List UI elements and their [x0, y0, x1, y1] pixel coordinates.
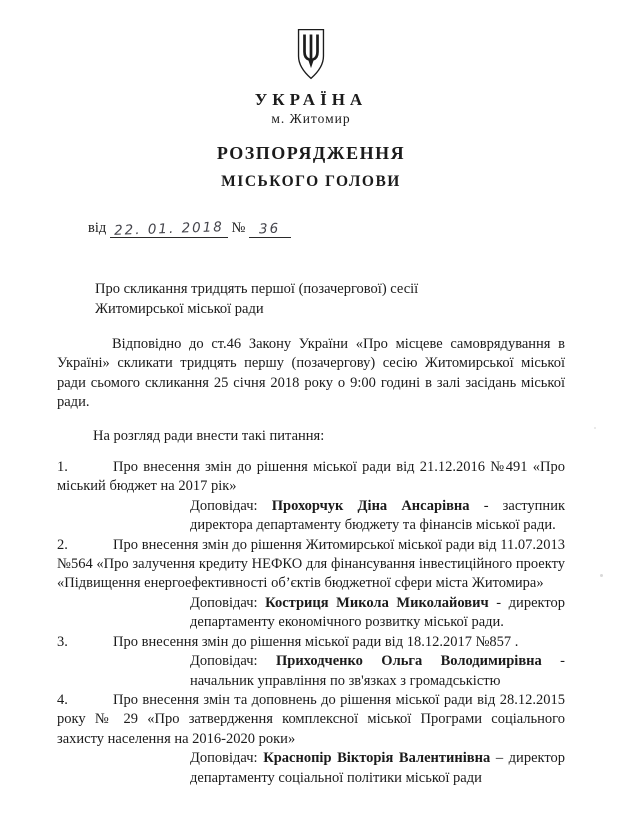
agenda-item-number: 3.	[57, 633, 68, 650]
handwritten-number: 36	[259, 220, 281, 238]
agenda-intro: На розгляд ради внести такі питання:	[93, 427, 325, 444]
agenda-item	[57, 536, 565, 633]
speaker-name: Краснопір Вікторія Валентинівна	[257, 750, 491, 767]
speaker-label: Доповідач:	[190, 594, 258, 611]
ukraine-trident-emblem-icon	[294, 28, 328, 80]
agenda-item-text: Про внесення змін до рішення міської ради від 18.12.2017 №857 .	[113, 633, 519, 650]
agenda-item-number: 1.	[57, 459, 68, 476]
speaker-name: Приходченко Ольга Володимирівна	[257, 653, 542, 670]
subject-line-2: Житомирської міської ради	[95, 300, 264, 317]
speaker-label: Доповідач:	[190, 497, 258, 514]
document-header	[57, 28, 565, 127]
handwritten-date: 22. 01. 2018	[113, 219, 225, 239]
speaker-role: – директор департаменту соціальної політики міської ради	[190, 750, 566, 786]
country-name: УКРАЇНА	[254, 90, 368, 109]
document-title: РОЗПОРЯДЖЕННЯ	[216, 143, 406, 163]
main-paragraph: Відповідно до ст.46 Закону України «Про місцеве самоврядування в Україні» скликати тридцять першу (позачергову) сесію Житомирської міської ради сьомого скликання 25 січня 2018 року о 9:00 годині в залі засідань міської ради.	[57, 336, 565, 411]
speaker-name: Костриця Микола Миколайович	[257, 594, 489, 611]
number-label: №	[231, 220, 246, 236]
agenda-list	[57, 458, 565, 788]
speaker-line	[190, 594, 565, 633]
speaker-label: Доповідач:	[190, 750, 258, 767]
agenda-item-line	[57, 691, 565, 749]
subject-line-1: Про скликання тридцять першої (позачергової) сесії	[95, 281, 419, 297]
speaker-role: - заступник директора департаменту бюджету та фінансів міської ради.	[190, 497, 565, 534]
number-blank-line	[249, 220, 291, 238]
agenda-item-line	[57, 633, 565, 652]
speaker-line	[190, 749, 565, 788]
speaker-name: Прохорчук Діна Ансарівна	[257, 497, 470, 514]
agenda-item-number: 4.	[57, 691, 68, 708]
agenda-item-line	[57, 458, 565, 497]
subject-block	[95, 280, 565, 319]
document-subtitle: МІСЬКОГО ГОЛОВИ	[221, 173, 401, 190]
speaker-role: - директор департаменту економічного розвитку міської ради.	[190, 594, 566, 631]
city-name: м. Житомир	[271, 111, 351, 126]
speaker-label: Доповідач:	[190, 653, 258, 670]
agenda-item-text: Про внесення змін до рішення міської ради від 21.12.2016 №491 «Про міський бюджет на 2017 рік»	[57, 459, 565, 495]
scan-artifact	[600, 574, 603, 577]
speaker-line	[190, 652, 565, 691]
agenda-item	[57, 458, 565, 536]
agenda-item-text: Про внесення змін та доповнень до рішення міської ради від 28.12.2015 року № 29 «Про затвердження комплексної міської Програми соціального захисту населення на 2016-2020 роки»	[57, 691, 565, 747]
speaker-line	[190, 497, 565, 536]
agenda-item-text: Про внесення змін до рішення Житомирської міської ради від 11.07.2013 №564 «Про залучення кредиту НЕФКО для фінансування інвестиційного проекту «Підвищення енергоефективності об’єктів бюджетної сфери міста Житомира»	[57, 536, 565, 592]
agenda-item-line	[57, 536, 565, 594]
agenda-item	[57, 633, 565, 691]
date-blank-line	[110, 220, 228, 238]
date-label: від	[88, 220, 107, 236]
scan-artifact	[594, 427, 596, 429]
speaker-role: - начальник управління по зв'язках з громадськістю	[190, 653, 565, 689]
date-number-line	[88, 220, 565, 238]
agenda-item-number: 2.	[57, 536, 68, 553]
agenda-item	[57, 691, 565, 788]
